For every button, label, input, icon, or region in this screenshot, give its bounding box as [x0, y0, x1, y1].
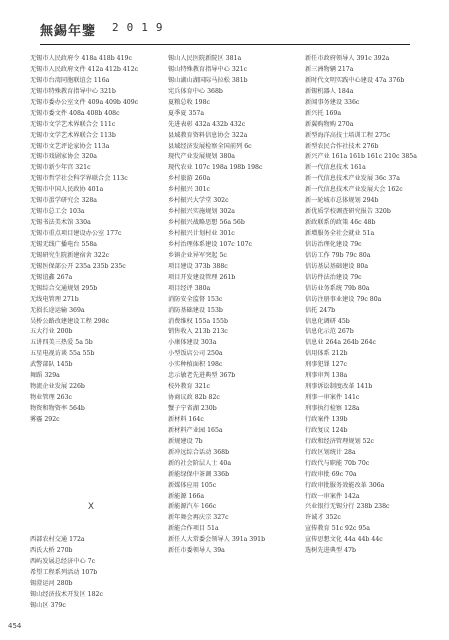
index-entry: 舞蹈 329a: [30, 372, 60, 380]
index-entry: 现代产业发展规划 380a: [168, 153, 235, 161]
index-entry: 宪兵体育中心 368b: [168, 87, 223, 95]
index-entry: 新规建设 7b: [168, 437, 203, 445]
index-entry: 信息化示范 267b: [305, 328, 354, 336]
index-column-1: [30, 54, 152, 612]
index-entry: 无锡谊鑫 267a: [30, 273, 73, 281]
index-entry: 无锡市哲学社会科学界联合会 113c: [30, 175, 128, 183]
index-entry: [30, 448, 152, 459]
index-entry: 消防安全监督 153c: [168, 295, 223, 303]
index-entry: 蟹子宁省湖 230b: [168, 405, 217, 412]
index-entry: 小型饭店公司 250a: [168, 350, 223, 358]
index-entry: 无锡市中国人民政协 401a: [30, 186, 104, 194]
index-entry: 无锡市人民政府令 418a 418b 419c: [30, 55, 132, 62]
header-divider: [40, 44, 410, 45]
index-entry: 信访工作 79b 79c 80a: [305, 251, 371, 259]
index-entry: 信访件法治建设 79c: [305, 273, 362, 281]
index-entry: 项目经评 380a: [168, 284, 211, 292]
index-entry: 夏季夏 357a: [168, 109, 205, 117]
index-entry: 先进表彰 432a 432b 432c: [168, 120, 246, 128]
page-header: [40, 18, 300, 44]
index-entry: [30, 470, 152, 481]
index-entry: 武警部队 145b: [30, 361, 73, 369]
index-entry: 新能源汽车 166c: [168, 503, 217, 511]
index-entry: 新政联系的政策 46c 48b: [305, 219, 376, 227]
index-entry: 无锡市委文件 408a 408b 408c: [30, 109, 120, 117]
index-entry: 宣传教育 51c 92c 95a: [305, 525, 370, 533]
index-entry: 乡村振兴大学堂 302c: [168, 197, 229, 205]
index-entry: 无锡市蛋学研究会 328a: [30, 197, 97, 205]
index-entry: [30, 459, 152, 470]
index-entry: 信访注册事业建设 79c 80a: [305, 295, 382, 303]
index-entry: 新年舞会再庆宗 327c: [168, 514, 229, 522]
index-column-2: [168, 54, 290, 557]
index-entry: 新闻事务建设 336c: [305, 98, 360, 106]
index-entry: 新任市委领导人 39a: [168, 547, 225, 555]
index-entry: 新的社会阶层人士 40a: [168, 459, 232, 467]
index-entry: 无锡市台湾同胞联谊会 116a: [30, 76, 110, 84]
index-entry: 乡村振兴计划村业 301c: [168, 230, 235, 237]
index-entry: [30, 524, 152, 535]
index-entry: 小康体建设 303a: [168, 339, 217, 347]
index-entry: 无锡市戏剧家协会 320a: [30, 153, 97, 161]
index-entry: 无锡市文学艺术界联合会 113b: [30, 131, 116, 139]
index-entry: 新任人大常委会领导人 391a 391b: [168, 536, 266, 544]
index-entry: 锡澄运河 280b: [30, 580, 73, 587]
index-entry: 县域教育资料信息协会 322a: [168, 131, 248, 139]
index-entry: 希望工程系列活动 107b: [30, 569, 98, 577]
index-entry: 新三洲物辆 217a: [305, 65, 354, 73]
index-entry: 刑事审判 138a: [305, 372, 348, 380]
index-entry: 西部农村交通 172a: [30, 536, 85, 544]
index-entry: 新增服务全社会就业 51a: [305, 230, 375, 237]
index-entry: 项目建设 373b 388c: [168, 262, 228, 270]
index-entry: 无锡市新少年宫 321c: [30, 164, 91, 172]
index-entry: 西氏大桥 270b: [30, 547, 73, 555]
index-entry: 信访基层基础建设 80a: [305, 262, 369, 270]
index-entry: 新型农民合作社技术 276b: [305, 142, 379, 150]
index-entry: 选树先进典型 47b: [305, 547, 356, 555]
index-entry: 新任市政府领导人 391c 392a: [305, 55, 390, 62]
index-entry: 新能源 166a: [168, 492, 205, 500]
index-entry: 信息化调研 45b: [305, 317, 350, 325]
index-entry: 乡村治理体系建设 107c 107c: [168, 240, 252, 248]
index-entry: 行政案件 139b: [305, 415, 348, 423]
index-entry: 无锡市特殊教育指导中心 321b: [30, 87, 116, 95]
index-entry: 新一代信息技术产业发展 36c 37a: [305, 175, 400, 183]
index-entry: 无锡医保部公开 235a 235b 235c: [30, 262, 126, 270]
index-entry: 行政和经济管理规划 52c: [305, 437, 374, 445]
index-entry: 五讲四美三热爱 5a 5b: [30, 339, 93, 347]
index-entry: 行政审批服务效能改革 306a: [305, 481, 385, 489]
index-entry: 行政审批 69c 70a: [305, 470, 357, 478]
index-entry: 新冲远综合话动 368b: [168, 448, 230, 456]
index-entry: 宣传思想文化 44a 44b 44c: [305, 536, 383, 544]
index-entry: 县域经济发展检察全国前列 6c: [168, 142, 252, 150]
index-entry: [30, 481, 152, 492]
index-entry: [30, 426, 152, 437]
index-entry: 消防基础建设 153b: [168, 306, 223, 314]
index-entry: 五星电视访谈 55a 55b: [30, 350, 95, 358]
index-entry: 刑事执行检察 128a: [305, 405, 360, 412]
index-entry: 忠示敏老先进典型 367b: [168, 372, 236, 380]
index-entry: 消费维权 155a 155b: [168, 317, 228, 325]
index-entry: 新优质学校调查研究报告 320b: [305, 208, 391, 216]
index-entry: 行政复议 124b: [305, 426, 348, 434]
index-entry: 新一代信息技术产业发展大会 162c: [305, 186, 403, 194]
index-entry: 乡村振兴 301c: [168, 186, 210, 194]
index-column-3: [305, 54, 427, 557]
index-entry: 夏粮总收 198c: [168, 98, 210, 106]
index-entry: 新材料 164c: [168, 415, 204, 423]
yearbook-year: 2019: [112, 21, 171, 34]
index-entry: 信用体系 212b: [305, 350, 348, 358]
index-entry: 西屿发展总经济中心 7c: [30, 558, 96, 566]
index-entry: [30, 513, 152, 524]
index-entry: 校外教育 321c: [168, 383, 210, 391]
index-entry: 新兴托 169a: [305, 109, 342, 117]
index-entry: 新兴产业 161a 161b 161c 210c 385a: [305, 153, 417, 161]
index-entry: 新一轮城市总体规划 294b: [305, 197, 379, 205]
page-number: 454: [8, 622, 22, 630]
index-entry: 销售收入 213b 213c: [168, 328, 228, 336]
index-entry: 无锡书法美术馆 330a: [30, 219, 91, 227]
index-entry: 雾霾 292c: [30, 415, 60, 423]
index-entry: 无锡无线广播电台 558a: [30, 240, 97, 248]
index-entry: 锡山经济技术开发区 182c: [30, 590, 103, 598]
index-entry: 新媒体应用 105c: [168, 481, 217, 489]
index-entry: 行政代与职能 70b 70c: [305, 459, 370, 467]
index-entry: 行政区划统计 28a: [305, 448, 356, 456]
index-entry: [30, 437, 152, 448]
index-entry: 无锡市重点项目建设办公室 177c: [30, 230, 122, 237]
index-entry: 无锡市委办公室文件 409a 409b 409c: [30, 98, 139, 106]
index-entry: 刑事诉讼制度改革 141b: [305, 383, 373, 391]
index-entry: 锡山区 379c: [30, 601, 66, 609]
section-letter: X: [87, 502, 95, 513]
index-entry: 五大行业 200b: [30, 328, 73, 336]
index-entry: 物流企业发展 226b: [30, 383, 85, 391]
index-entry: 兴业银行无锡分行 238b 238c: [305, 503, 390, 511]
index-entry: 新材料产业园 165a: [168, 426, 223, 434]
index-entry: 项目开发建设管理 261b: [168, 273, 236, 281]
index-entry: 无损长途运输 369a: [30, 306, 85, 314]
index-entry: 乡村旅游 260a: [168, 175, 211, 183]
index-entry: 小实种植面积 198c: [168, 361, 223, 369]
yearbook-logo: 無錫年鑒: [40, 24, 97, 39]
index-entry: 新时代文明实践中心建设 47a 376b: [305, 76, 405, 84]
index-entry: 乡村振兴实施规划 302a: [168, 208, 235, 216]
index-entry: 无锡综合交通规划 295b: [30, 284, 98, 292]
index-entry: 无锡市总工会 103a: [30, 208, 85, 216]
index-entry: 物业管理 263c: [30, 394, 72, 402]
index-entry: 新型海洋高技士培训工程 275c: [305, 131, 391, 139]
index-entry: 无锡研究生院新建宿舍 322c: [30, 251, 110, 259]
index-entry: 协商议政 82b 82c: [168, 394, 220, 402]
index-entry: 锡山湖山湖国际马拉松 381b: [168, 76, 248, 84]
index-entry: 新翼购物购 270a: [305, 120, 354, 128]
index-entry: 新能合作项目 51a: [168, 525, 219, 533]
index-entry: 信访业务系统 79b 80a: [305, 284, 370, 292]
index-entry: 锡山特殊教育指导中心 321c: [168, 65, 248, 73]
index-entry: 物资和物资率 564b: [30, 405, 85, 412]
index-entry: 刑事犯罪 127c: [305, 361, 347, 369]
index-entry: 信访治理化建设 79c: [305, 240, 362, 248]
index-entry: 锡山人民医院新院区 381a: [168, 55, 242, 62]
index-entry: 无锡市文艺评论家协会 113a: [30, 142, 110, 150]
index-entry: 现代农业 107c 198a 198b 198c: [168, 164, 263, 172]
index-entry: 新能绿保中茶调 336b: [168, 470, 230, 478]
index-entry: [30, 492, 152, 503]
index-entry: 信息业 264a 264b 264c: [305, 339, 377, 347]
index-entry: 刑事一审案件 141c: [305, 394, 360, 402]
index-entry: 行政一审案件 142a: [305, 492, 360, 500]
index-entry: 无线电管理 271b: [30, 295, 79, 303]
index-entry: 无锡市文学艺术界联合会 111c: [30, 120, 116, 128]
index-entry: 乡村振兴战略思想 56a 56b: [168, 219, 245, 227]
index-entry: 新一代信息技术 161a: [305, 164, 366, 172]
index-entry: 信托 247b: [305, 306, 336, 314]
index-entry: 新锡机器人 184a: [305, 87, 354, 95]
index-entry: 许诚才 352c: [305, 514, 341, 522]
index-entry: 乡镇企业异军突起 5c: [168, 251, 227, 259]
index-entry: 吴桥公路改建建设工程 298c: [30, 317, 110, 325]
index-entry: 无锡市人民政府文件 412a 412b 412c: [30, 65, 139, 73]
